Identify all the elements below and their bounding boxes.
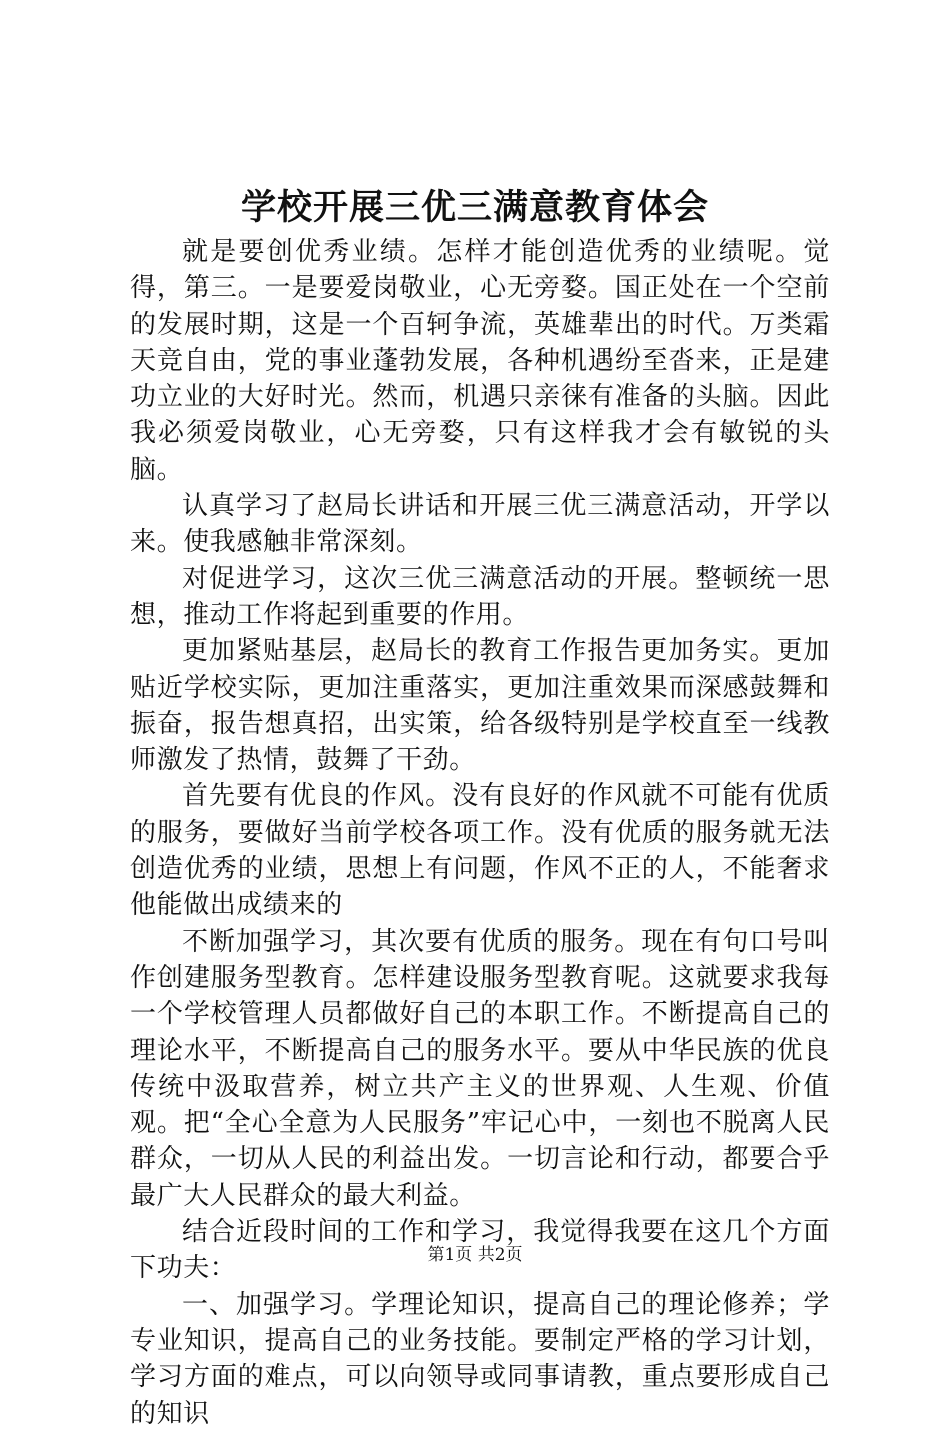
paragraph: 首先要有优良的作风。没有良好的作风就不可能有优质的服务，要做好当前学校各项工作。没有优质的服务就无法创造优秀的业绩，思想上有问题，作风不正的人，不能奢求他能做出成绩来的: [130, 781, 830, 921]
paragraph: 更加紧贴基层，赵局长的教育工作报告更加务实。更加贴近学校实际，更加注重落实，更加注重效果而深感鼓舞和振奋，报告想真招，出实策，给各级特别是学校直至一线教师激发了热情，鼓舞了干劲。: [130, 636, 830, 776]
paragraph: 对促进学习，这次三优三满意活动的开展。整顿统一思想，推动工作将起到重要的作用。: [130, 563, 830, 630]
document-title: 学校开展三优三满意教育体会: [240, 187, 709, 228]
page-footer: 第1页 共2页: [427, 1245, 523, 1265]
paragraph: 不断加强学习，其次要有优质的服务。现在有句口号叫作创建服务型教育。怎样建设服务型教育呢。这就要求我每一个学校管理人员都做好自己的本职工作。不断提高自己的理论水平，不断提高自己的服务水平。要从中华民族的优良传统中汲取营养，树立共产主义的世界观、人生观、价值观。把“全心全意为人民服务”牢记心中，一刻也不脱离人民群众，一切从人民的利益出发。一切言论和行动，都要合乎最广大人民群众的最大利益。: [130, 926, 830, 1211]
paragraph: 一、加强学习。学理论知识，提高自己的理论修养；学专业知识，提高自己的业务技能。要制定严格的学习计划，学习方面的难点，可以向领导或同事请教，重点要形成自己的知识: [130, 1289, 830, 1429]
paragraph: 结合近段时间的工作和学习，我觉得我要在这几个方面下功夫：: [130, 1217, 830, 1284]
paragraph: 就是要创优秀业绩。怎样才能创造优秀的业绩呢。觉得，第三。一是要爱岗敬业，心无旁婺。国正处在一个空前的发展时期，这是一个百轲争流，英雄辈出的时代。万类霜天竞自由，党的事业蓬勃发展，各种机遇纷至沓来，正是建功立业的大好时光。然而，机遇只亲徕有准备的头脑。因此我必须爱岗敬业，心无旁婺，只有这样我才会有敏锐的头脑。: [130, 237, 830, 485]
paragraph: 认真学习了赵局长讲话和开展三优三满意活动，开学以来。使我感触非常深刻。: [130, 491, 830, 558]
